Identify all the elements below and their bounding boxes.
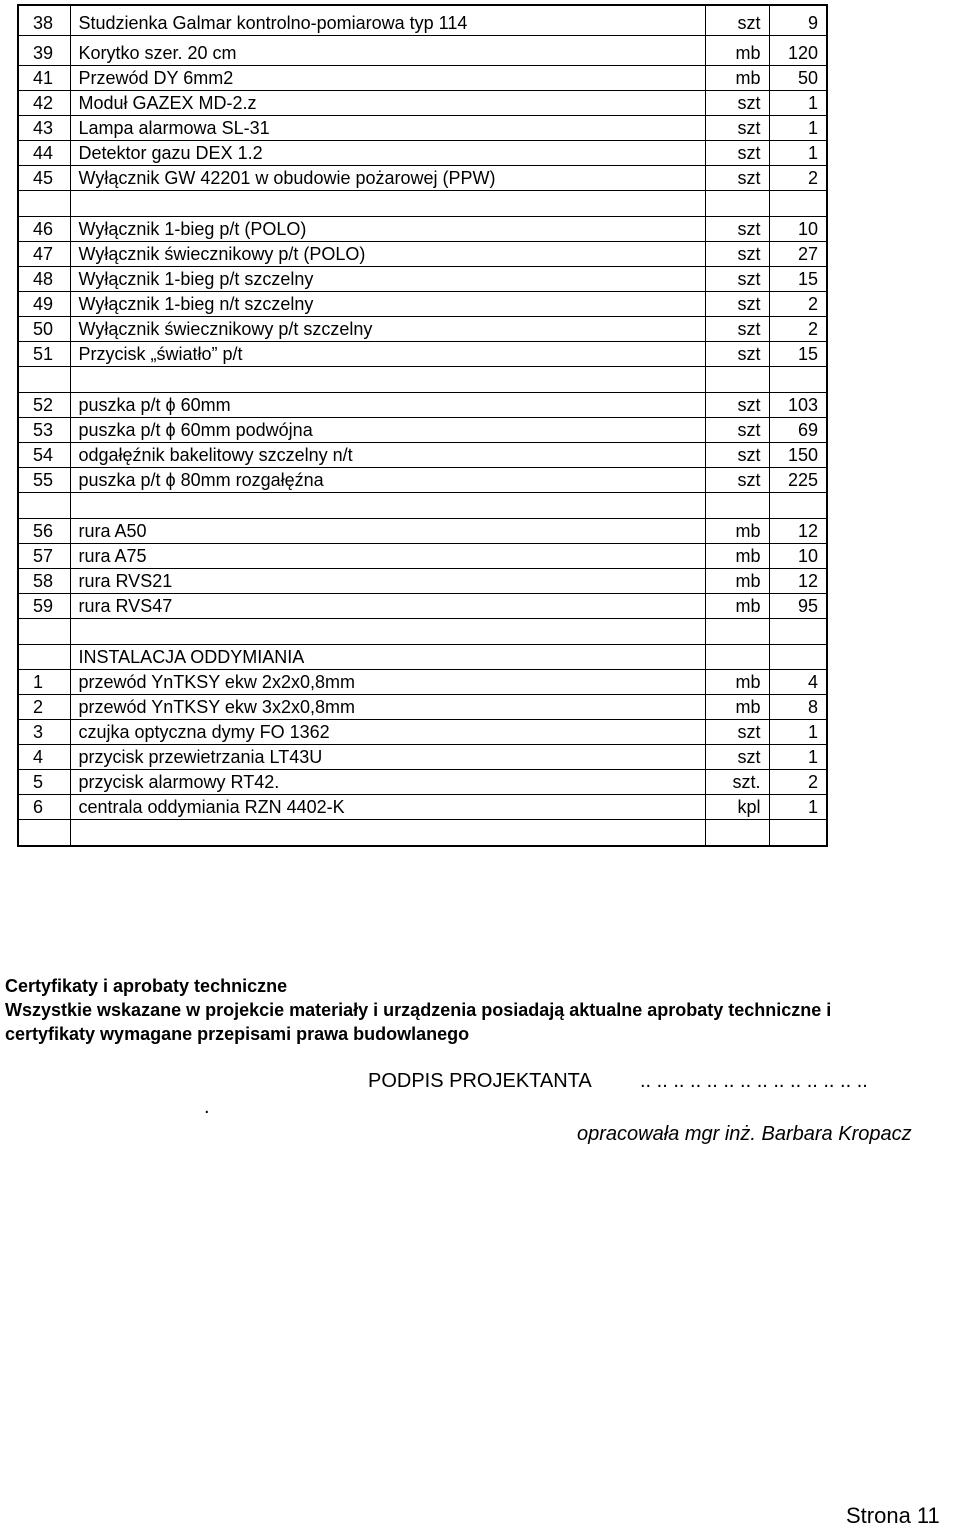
row-number: 47 — [18, 242, 70, 267]
row-quantity — [769, 820, 827, 847]
row-unit: szt — [705, 267, 769, 292]
row-description: Wyłącznik 1-bieg p/t (POLO) — [70, 217, 705, 242]
row-number — [18, 191, 70, 217]
row-number: 42 — [18, 91, 70, 116]
row-quantity — [769, 619, 827, 645]
row-quantity: 2 — [769, 770, 827, 795]
row-unit: mb — [705, 695, 769, 720]
row-number — [18, 820, 70, 847]
row-number: 2 — [18, 695, 70, 720]
row-unit: szt — [705, 342, 769, 367]
table-row — [18, 217, 827, 242]
row-quantity: 1 — [769, 795, 827, 820]
row-quantity — [769, 191, 827, 217]
row-number — [18, 619, 70, 645]
row-description: Wyłącznik GW 42201 w obudowie pożarowej (PPW) — [70, 166, 705, 191]
row-number: 5 — [18, 770, 70, 795]
table-row — [18, 670, 827, 695]
table-row — [18, 393, 827, 418]
row-description: przycisk alarmowy RT42. — [70, 770, 705, 795]
row-unit: mb — [705, 544, 769, 569]
row-quantity: 4 — [769, 670, 827, 695]
row-description: Wyłącznik świecznikowy p/t szczelny — [70, 317, 705, 342]
certificates-title: Certyfikaty i aprobaty techniczne — [5, 976, 288, 996]
row-unit: mb — [705, 36, 769, 66]
row-number: 43 — [18, 116, 70, 141]
row-description — [70, 191, 705, 217]
page-number: Strona 11 — [846, 1503, 940, 1528]
row-number: 44 — [18, 141, 70, 166]
row-description: rura RVS21 — [70, 569, 705, 594]
table-row — [18, 242, 827, 267]
row-description: Studzienka Galmar kontrolno-pomiarowa typ 114 — [70, 5, 705, 36]
row-unit — [705, 645, 769, 670]
row-unit: mb — [705, 66, 769, 91]
spacer-row — [18, 619, 827, 645]
table-row — [18, 645, 827, 670]
row-quantity: 95 — [769, 594, 827, 619]
spacer-row — [18, 367, 827, 393]
row-number: 54 — [18, 443, 70, 468]
row-description: puszka p/t ϕ 80mm rozgałęźna — [70, 468, 705, 493]
row-description: puszka p/t ϕ 60mm — [70, 393, 705, 418]
row-number: 41 — [18, 66, 70, 91]
row-description: Lampa alarmowa SL-31 — [70, 116, 705, 141]
table-row — [18, 569, 827, 594]
row-unit: szt — [705, 292, 769, 317]
row-description: INSTALACJA ODDYMIANIA — [70, 645, 705, 670]
table-row — [18, 519, 827, 544]
row-unit: mb — [705, 670, 769, 695]
row-number: 45 — [18, 166, 70, 191]
row-quantity: 15 — [769, 342, 827, 367]
table-row — [18, 468, 827, 493]
signature-dot: . — [204, 1096, 210, 1118]
row-quantity: 10 — [769, 217, 827, 242]
table-row — [18, 342, 827, 367]
spacer-row — [18, 820, 827, 847]
row-number: 59 — [18, 594, 70, 619]
row-unit: szt — [705, 5, 769, 36]
row-quantity: 27 — [769, 242, 827, 267]
row-description: Moduł GAZEX MD-2.z — [70, 91, 705, 116]
row-number: 52 — [18, 393, 70, 418]
row-unit: mb — [705, 519, 769, 544]
row-number: 50 — [18, 317, 70, 342]
row-number: 57 — [18, 544, 70, 569]
row-number: 56 — [18, 519, 70, 544]
row-unit — [705, 493, 769, 519]
row-quantity: 15 — [769, 267, 827, 292]
row-description: Korytko szer. 20 cm — [70, 36, 705, 66]
row-quantity: 1 — [769, 745, 827, 770]
row-quantity: 120 — [769, 36, 827, 66]
spacer-row — [18, 493, 827, 519]
table-row — [18, 795, 827, 820]
row-quantity: 103 — [769, 393, 827, 418]
signature-label: PODPIS PROJEKTANTA — [368, 1070, 592, 1092]
row-quantity: 2 — [769, 292, 827, 317]
row-unit: szt — [705, 166, 769, 191]
row-number: 46 — [18, 217, 70, 242]
row-unit: szt — [705, 91, 769, 116]
row-description: Detektor gazu DEX 1.2 — [70, 141, 705, 166]
row-description: centrala oddymiania RZN 4402-K — [70, 795, 705, 820]
row-unit — [705, 619, 769, 645]
signature-dotted-line: .. .. .. .. .. .. .. .. .. .. .. .. .. .. — [640, 1070, 868, 1092]
table-row — [18, 267, 827, 292]
row-quantity: 1 — [769, 91, 827, 116]
table-row — [18, 91, 827, 116]
row-description — [70, 367, 705, 393]
row-number: 48 — [18, 267, 70, 292]
row-unit: szt — [705, 217, 769, 242]
table-row — [18, 443, 827, 468]
row-description: puszka p/t ϕ 60mm podwójna — [70, 418, 705, 443]
row-quantity: 8 — [769, 695, 827, 720]
table-row — [18, 720, 827, 745]
table-row — [18, 317, 827, 342]
table-row — [18, 770, 827, 795]
row-quantity: 50 — [769, 66, 827, 91]
row-unit: szt — [705, 720, 769, 745]
row-description: Przewód DY 6mm2 — [70, 66, 705, 91]
row-unit: szt — [705, 317, 769, 342]
row-quantity: 2 — [769, 166, 827, 191]
row-quantity: 1 — [769, 141, 827, 166]
row-description: Przycisk „światło” p/t — [70, 342, 705, 367]
row-description: rura A50 — [70, 519, 705, 544]
row-quantity: 1 — [769, 116, 827, 141]
table-row — [18, 292, 827, 317]
certificates-text-line-1: Wszystkie wskazane w projekcie materiały i urządzenia posiadają aktualne aprobaty techniczne i — [5, 1000, 832, 1020]
table-row — [18, 418, 827, 443]
row-unit: szt — [705, 116, 769, 141]
author-line: opracowała mgr inż. Barbara Kropacz — [577, 1123, 912, 1145]
row-number — [18, 493, 70, 519]
row-description: rura A75 — [70, 544, 705, 569]
row-unit — [705, 191, 769, 217]
table-row — [18, 544, 827, 569]
row-number: 6 — [18, 795, 70, 820]
row-description: rura RVS47 — [70, 594, 705, 619]
row-quantity: 10 — [769, 544, 827, 569]
row-number: 4 — [18, 745, 70, 770]
row-description: przewód YnTKSY ekw 2x2x0,8mm — [70, 670, 705, 695]
row-number — [18, 645, 70, 670]
row-unit: szt — [705, 745, 769, 770]
row-number: 58 — [18, 569, 70, 594]
materials-table — [17, 4, 828, 847]
row-quantity: 225 — [769, 468, 827, 493]
row-unit: szt — [705, 393, 769, 418]
row-unit: kpl — [705, 795, 769, 820]
row-unit: szt — [705, 141, 769, 166]
row-quantity — [769, 367, 827, 393]
row-quantity: 1 — [769, 720, 827, 745]
row-quantity: 150 — [769, 443, 827, 468]
row-unit — [705, 820, 769, 847]
row-quantity — [769, 493, 827, 519]
table-row — [18, 116, 827, 141]
row-description: czujka optyczna dymy FO 1362 — [70, 720, 705, 745]
row-number: 39 — [18, 36, 70, 66]
row-description: przewód YnTKSY ekw 3x2x0,8mm — [70, 695, 705, 720]
row-number: 49 — [18, 292, 70, 317]
row-description: odgałęźnik bakelitowy szczelny n/t — [70, 443, 705, 468]
row-unit — [705, 367, 769, 393]
row-unit: mb — [705, 569, 769, 594]
table-row — [18, 141, 827, 166]
table-row — [18, 594, 827, 619]
row-description: Wyłącznik świecznikowy p/t (POLO) — [70, 242, 705, 267]
row-number: 51 — [18, 342, 70, 367]
row-quantity: 12 — [769, 519, 827, 544]
certificates-text-line-2: certyfikaty wymagane przepisami prawa budowlanego — [5, 1024, 470, 1044]
row-number: 3 — [18, 720, 70, 745]
row-quantity: 69 — [769, 418, 827, 443]
row-unit: mb — [705, 594, 769, 619]
row-quantity — [769, 645, 827, 670]
table-row — [18, 745, 827, 770]
table-row — [18, 166, 827, 191]
row-number: 1 — [18, 670, 70, 695]
row-description: Wyłącznik 1-bieg p/t szczelny — [70, 267, 705, 292]
row-description: przycisk przewietrzania LT43U — [70, 745, 705, 770]
row-quantity: 12 — [769, 569, 827, 594]
table-row — [18, 66, 827, 91]
spacer-row — [18, 191, 827, 217]
row-unit: szt. — [705, 770, 769, 795]
row-unit: szt — [705, 418, 769, 443]
row-description — [70, 619, 705, 645]
row-description — [70, 820, 705, 847]
row-number: 38 — [18, 5, 70, 36]
row-unit: szt — [705, 242, 769, 267]
row-unit: szt — [705, 443, 769, 468]
row-number — [18, 367, 70, 393]
row-description: Wyłącznik 1-bieg n/t szczelny — [70, 292, 705, 317]
row-quantity: 9 — [769, 5, 827, 36]
row-unit: szt — [705, 468, 769, 493]
table-row — [18, 695, 827, 720]
table-row — [18, 5, 827, 36]
row-description — [70, 493, 705, 519]
row-number: 55 — [18, 468, 70, 493]
table-row — [18, 36, 827, 66]
row-number: 53 — [18, 418, 70, 443]
row-quantity: 2 — [769, 317, 827, 342]
